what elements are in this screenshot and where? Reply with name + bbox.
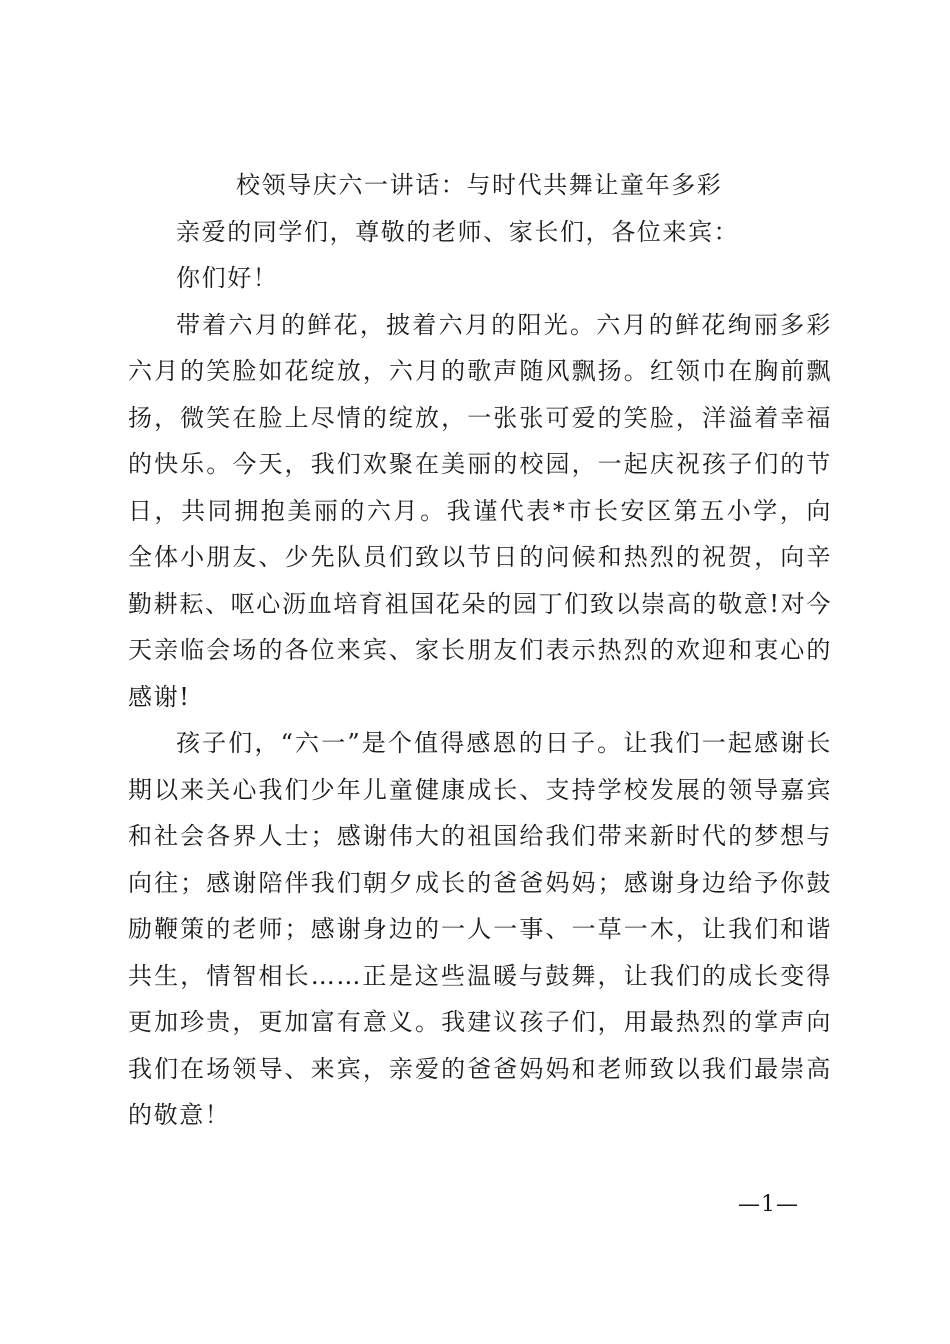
greeting: 你们好！ <box>176 264 279 292</box>
page-number: —1— <box>738 1192 799 1217</box>
document-title: 校领导庆六一讲话：与时代共舞让童年多彩 <box>236 171 723 199</box>
salutation: 亲爱的同学们，尊敬的老师、家长们，各位来宾： <box>176 217 740 246</box>
paragraph-2: 孩子们，“六一”是个值得感恩的日子。让我们一起感谢长期以来关心我们少年儿童健康成长、支持学校发展的领导嘉宾和社会各界人士；感谢伟大的祖国给我们带来新时代的梦想与向往；感谢陪伴我们朝夕成长的爸爸妈妈；感谢身边给予你鼓励鞭策的老师；感谢身边的一人一事、一草一木，让我们和谐共生，情智相长……正是这些温暖与鼓舞，让我们的成长变得更加珍贵，更加富有意义。我建议孩子们，用最热烈的掌声向我们在场领导、来宾，亲爱的爸爸妈妈和老师致以我们最崇高的敬意！ <box>128 729 832 1129</box>
document-body <box>128 162 832 1139</box>
paragraph-1: 带着六月的鲜花，披着六月的阳光。六月的鲜花绚丽多彩六月的笑脸如花绽放，六月的歌声随风飘扬。红领巾在胸前飘扬，微笑在脸上尽情的绽放，一张张可爱的笑脸，洋溢着幸福的快乐。今天，我们欢聚在美丽的校园，一起庆祝孩子们的节日，共同拥抱美丽的六月。我谨代表*市长安区第五小学，向全体小朋友、少先队员们致以节日的问候和热烈的祝贺，向辛勤耕耘、呕心沥血培育祖国花朵的园丁们致以崇高的敬意!对今天亲临会场的各位来宾、家长朋友们表示热烈的欢迎和衷心的感谢! <box>128 310 832 711</box>
